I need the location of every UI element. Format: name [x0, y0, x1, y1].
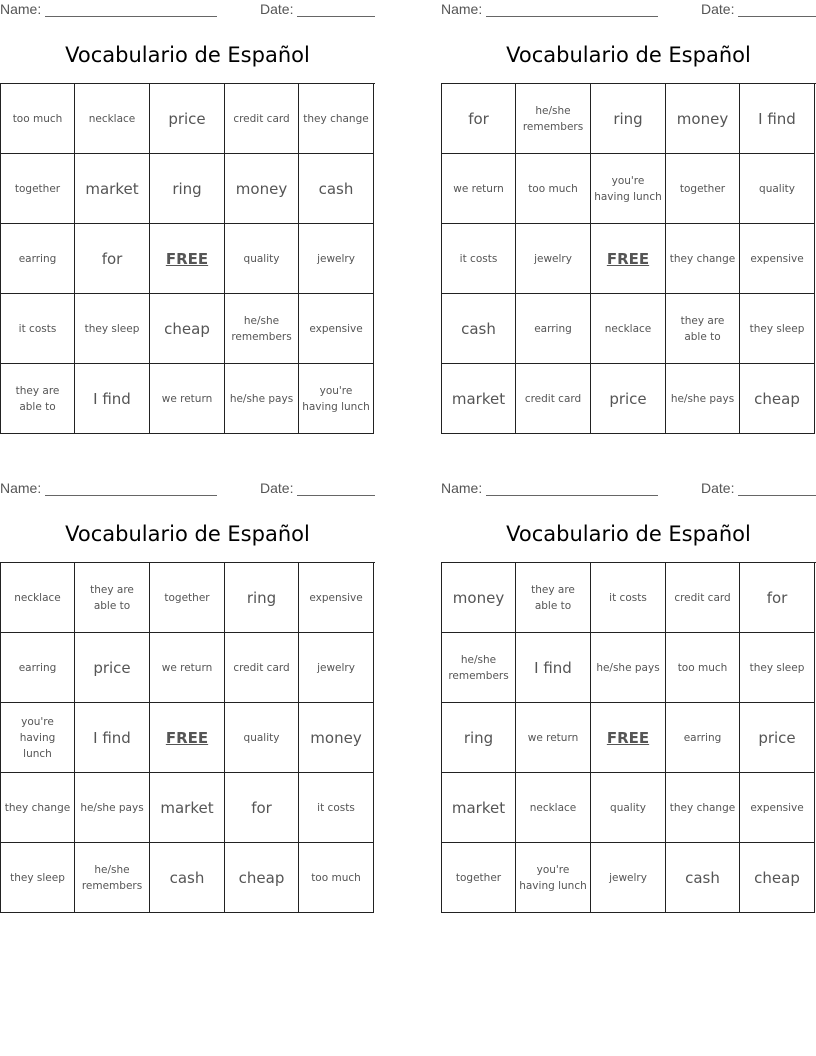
name-label: Name: [441, 1, 483, 17]
card-header [0, 1, 375, 21]
bingo-cell: ring [150, 154, 225, 224]
date-label: Date: [260, 480, 294, 496]
bingo-cell: we return [516, 703, 591, 773]
bingo-cell: we return [150, 364, 225, 434]
bingo-cell: market [442, 364, 516, 434]
bingo-cell: they change [1, 773, 75, 843]
bingo-cell: too much [666, 633, 740, 703]
bingo-cell: necklace [591, 294, 666, 364]
bingo-cell: credit card [516, 364, 591, 434]
bingo-cell: jewelry [516, 224, 591, 294]
bingo-cell: they sleep [740, 633, 815, 703]
card-title: Vocabulario de Español [506, 522, 751, 546]
bingo-cell: you're having lunch [591, 154, 666, 224]
bingo-cell: he/she pays [591, 633, 666, 703]
bingo-cell: I find [516, 633, 591, 703]
bingo-cell: necklace [1, 563, 75, 633]
bingo-cell: expensive [299, 563, 374, 633]
bingo-cell: cheap [225, 843, 299, 913]
bingo-cell: he/she pays [225, 364, 299, 434]
bingo-cell: money [442, 563, 516, 633]
bingo-cell: they change [666, 773, 740, 843]
bingo-cell: ring [442, 703, 516, 773]
date-blank-line [738, 495, 816, 496]
bingo-cell: they sleep [740, 294, 815, 364]
free-space-cell: FREE [150, 224, 225, 294]
bingo-cell: they change [299, 84, 374, 154]
bingo-cell: they change [666, 224, 740, 294]
bingo-cell: jewelry [299, 224, 374, 294]
bingo-cell: it costs [442, 224, 516, 294]
bingo-cell: he/she remembers [516, 84, 591, 154]
bingo-cell: market [442, 773, 516, 843]
bingo-cell: market [150, 773, 225, 843]
bingo-cell: necklace [516, 773, 591, 843]
bingo-grid [441, 83, 816, 434]
bingo-cell: earring [1, 224, 75, 294]
bingo-cell: credit card [225, 84, 299, 154]
bingo-cell: he/she pays [666, 364, 740, 434]
bingo-cell: they sleep [1, 843, 75, 913]
bingo-card [0, 0, 375, 440]
bingo-cell: he/she remembers [225, 294, 299, 364]
bingo-cell: they are able to [516, 563, 591, 633]
bingo-cell: expensive [740, 224, 815, 294]
bingo-cell: too much [516, 154, 591, 224]
date-blank-line [738, 16, 816, 17]
bingo-cell: for [75, 224, 150, 294]
bingo-cell: market [75, 154, 150, 224]
bingo-cell: jewelry [299, 633, 374, 703]
bingo-cell: for [225, 773, 299, 843]
name-blank-line [45, 495, 217, 496]
bingo-cell: expensive [740, 773, 815, 843]
card-title: Vocabulario de Español [506, 43, 751, 67]
bingo-cell: quality [591, 773, 666, 843]
card-header [0, 480, 375, 500]
bingo-cell: I find [740, 84, 815, 154]
card-header [441, 1, 816, 21]
bingo-cell: too much [299, 843, 374, 913]
name-blank-line [486, 495, 658, 496]
bingo-cell: money [225, 154, 299, 224]
date-blank-line [297, 495, 375, 496]
bingo-cell: it costs [591, 563, 666, 633]
bingo-cell: together [1, 154, 75, 224]
bingo-cell: it costs [299, 773, 374, 843]
bingo-cell: jewelry [591, 843, 666, 913]
date-label: Date: [701, 480, 735, 496]
bingo-cell: ring [591, 84, 666, 154]
name-label: Name: [0, 1, 42, 17]
bingo-cell: cheap [150, 294, 225, 364]
bingo-cell: he/she remembers [75, 843, 150, 913]
bingo-cell: they are able to [1, 364, 75, 434]
bingo-cell: earring [666, 703, 740, 773]
card-title: Vocabulario de Español [65, 522, 310, 546]
bingo-cell: together [442, 843, 516, 913]
date-label: Date: [701, 1, 735, 17]
bingo-grid [441, 562, 816, 913]
bingo-card [441, 479, 816, 919]
bingo-cell: credit card [666, 563, 740, 633]
bingo-cell: for [740, 563, 815, 633]
bingo-grid [0, 83, 375, 434]
bingo-cell: quality [225, 224, 299, 294]
bingo-cell: earring [516, 294, 591, 364]
name-blank-line [45, 16, 217, 17]
bingo-card [441, 0, 816, 440]
bingo-cell: quality [225, 703, 299, 773]
name-blank-line [486, 16, 658, 17]
free-space-cell: FREE [591, 703, 666, 773]
bingo-cell: money [666, 84, 740, 154]
bingo-cell: I find [75, 703, 150, 773]
bingo-card [0, 479, 375, 919]
bingo-cell: it costs [1, 294, 75, 364]
bingo-cell: they are able to [75, 563, 150, 633]
bingo-cell: price [740, 703, 815, 773]
bingo-cell: earring [1, 633, 75, 703]
bingo-cell: cheap [740, 843, 815, 913]
name-label: Name: [0, 480, 42, 496]
bingo-cell: cheap [740, 364, 815, 434]
bingo-cell: cash [666, 843, 740, 913]
bingo-cell: price [75, 633, 150, 703]
bingo-cell: you're having lunch [299, 364, 374, 434]
bingo-cell: together [666, 154, 740, 224]
bingo-cell: we return [150, 633, 225, 703]
bingo-cell: price [150, 84, 225, 154]
free-space-cell: FREE [150, 703, 225, 773]
bingo-cell: you're having lunch [1, 703, 75, 773]
card-header [441, 480, 816, 500]
bingo-cell: I find [75, 364, 150, 434]
bingo-cell: cash [442, 294, 516, 364]
bingo-cell: money [299, 703, 374, 773]
date-label: Date: [260, 1, 294, 17]
bingo-cell: they are able to [666, 294, 740, 364]
bingo-cell: for [442, 84, 516, 154]
bingo-cell: cash [150, 843, 225, 913]
card-title: Vocabulario de Español [65, 43, 310, 67]
free-space-cell: FREE [591, 224, 666, 294]
bingo-cell: too much [1, 84, 75, 154]
bingo-cell: you're having lunch [516, 843, 591, 913]
bingo-cell: they sleep [75, 294, 150, 364]
name-label: Name: [441, 480, 483, 496]
bingo-cell: ring [225, 563, 299, 633]
bingo-cell: together [150, 563, 225, 633]
bingo-cell: price [591, 364, 666, 434]
bingo-cell: he/she pays [75, 773, 150, 843]
bingo-cell: necklace [75, 84, 150, 154]
bingo-grid [0, 562, 375, 913]
bingo-cell: credit card [225, 633, 299, 703]
bingo-cell: he/she remembers [442, 633, 516, 703]
bingo-cell: expensive [299, 294, 374, 364]
date-blank-line [297, 16, 375, 17]
bingo-cell: we return [442, 154, 516, 224]
bingo-cell: cash [299, 154, 374, 224]
bingo-cell: quality [740, 154, 815, 224]
